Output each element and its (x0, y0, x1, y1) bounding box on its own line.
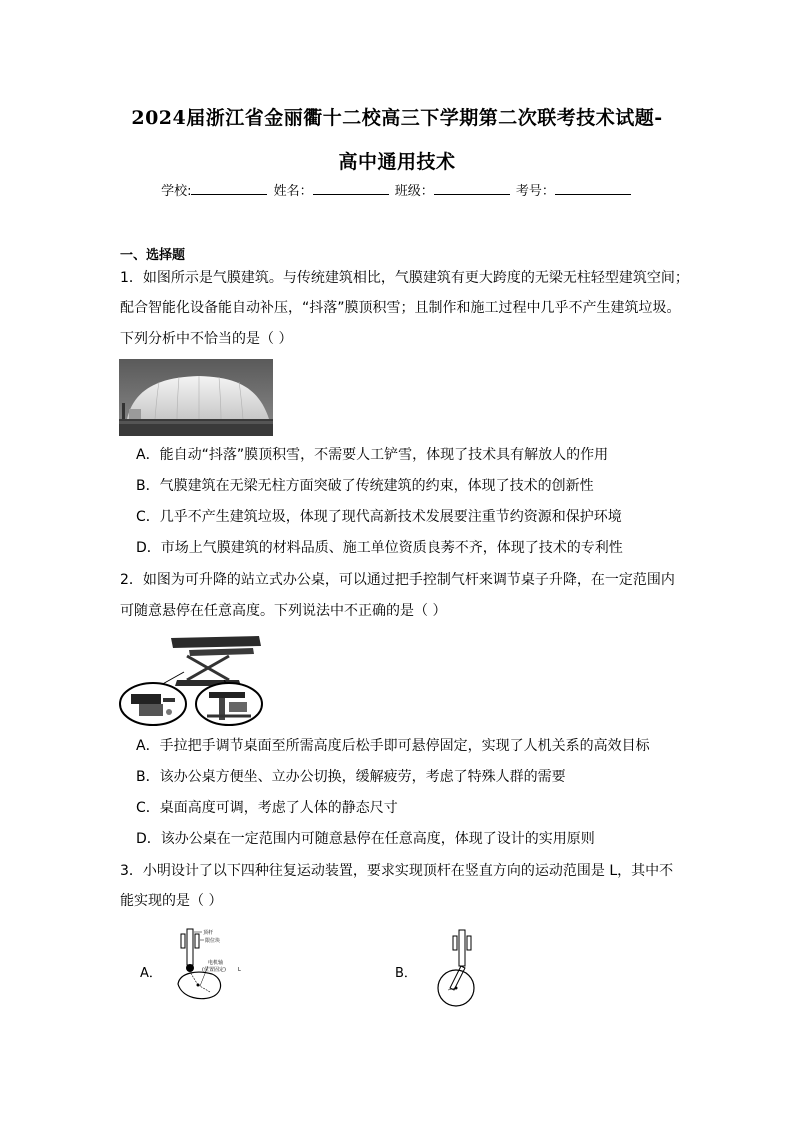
exam-title-line1: 2024届浙江省金丽衢十二校高三下学期第二次联考技术试题- (131, 107, 663, 129)
name-label: 姓名： (273, 184, 313, 199)
name-blank[interactable] (313, 182, 389, 195)
q3-a-motor-shaft-label: 电机轴 (208, 960, 224, 966)
q3-stem-line: 3．小明设计了以下四种往复运动装置，要求实现顶杆在竖直方向的运动范围是 L，其中不 (120, 863, 674, 879)
class-label: 班级： (394, 184, 434, 199)
q2-stem-line: 可随意悬停在任意高度。下列说法中不正确的是（ ） (120, 603, 447, 619)
q3-mechanism-b-diagram (428, 926, 488, 1010)
q2-option-b[interactable]: B．该办公桌方便坐、立办公切换，缓解疲劳，考虑了特殊人群的需要 (136, 769, 566, 785)
q3-figure-a-label[interactable]: A． (140, 966, 162, 981)
school-label: 学校: (161, 184, 192, 199)
q1-option-b[interactable]: B．气膜建筑在无梁无柱方面突破了传统建筑的约束，体现了技术的创新性 (136, 478, 594, 494)
section-title: 一、选择题 (120, 248, 186, 263)
q3-figure-b-label[interactable]: B． (395, 966, 417, 981)
q3-a-stop-block-label: 限位块 (205, 938, 221, 944)
exam-title-line2: 高中通用技术 (338, 151, 456, 173)
class-blank[interactable] (434, 182, 510, 195)
q2-option-a[interactable]: A．手拉把手调节桌面至所需高度后松手即可悬停固定，实现了人机关系的高效目标 (136, 738, 650, 754)
q3-a-fixed-position-label: (位置固定) (202, 967, 226, 973)
q3-a-stroke-label: L (238, 967, 241, 973)
q1-air-dome-photo (119, 359, 273, 436)
exam-number-label: 考号： (515, 184, 555, 199)
q1-stem-line: 下列分析中不恰当的是（ ） (120, 331, 293, 347)
q3-a-rod-label: 顶杆 (203, 930, 214, 936)
q1-option-c[interactable]: C．几乎不产生建筑垃圾，体现了现代高新技术发展要注重节约资源和保护环境 (136, 509, 622, 525)
q2-option-c[interactable]: C．桌面高度可调，考虑了人体的静态尺寸 (136, 800, 398, 816)
q2-standing-desk-photo (119, 632, 265, 726)
q1-stem-line: 配合智能化设备能自动补压，“抖落”膜顶积雪；且制作和施工过程中几乎不产生建筑垃圾。 (120, 300, 681, 316)
school-blank[interactable] (191, 182, 267, 195)
q3-mechanism-a-diagram (168, 926, 248, 1006)
exam-number-blank[interactable] (555, 182, 631, 195)
q2-option-d[interactable]: D．该办公桌在一定范围内可随意悬停在任意高度，体现了设计的实用原则 (136, 831, 595, 847)
q1-stem-line: 1．如图所示是气膜建筑。与传统建筑相比，气膜建筑有更大跨度的无梁无柱轻型建筑空间； (120, 270, 689, 286)
student-info-line (0, 180, 794, 199)
q2-stem-line: 2．如图为可升降的站立式办公桌，可以通过把手控制气杆来调节桌子升降，在一定范围内 (120, 572, 675, 588)
q3-stem-line: 能实现的是（ ） (120, 893, 223, 909)
q1-option-d[interactable]: D．市场上气膜建筑的材料品质、施工单位资质良莠不齐，体现了技术的专利性 (136, 540, 623, 556)
q1-option-a[interactable]: A．能自动“抖落”膜顶积雪，不需要人工铲雪，体现了技术具有解放人的作用 (136, 447, 609, 463)
